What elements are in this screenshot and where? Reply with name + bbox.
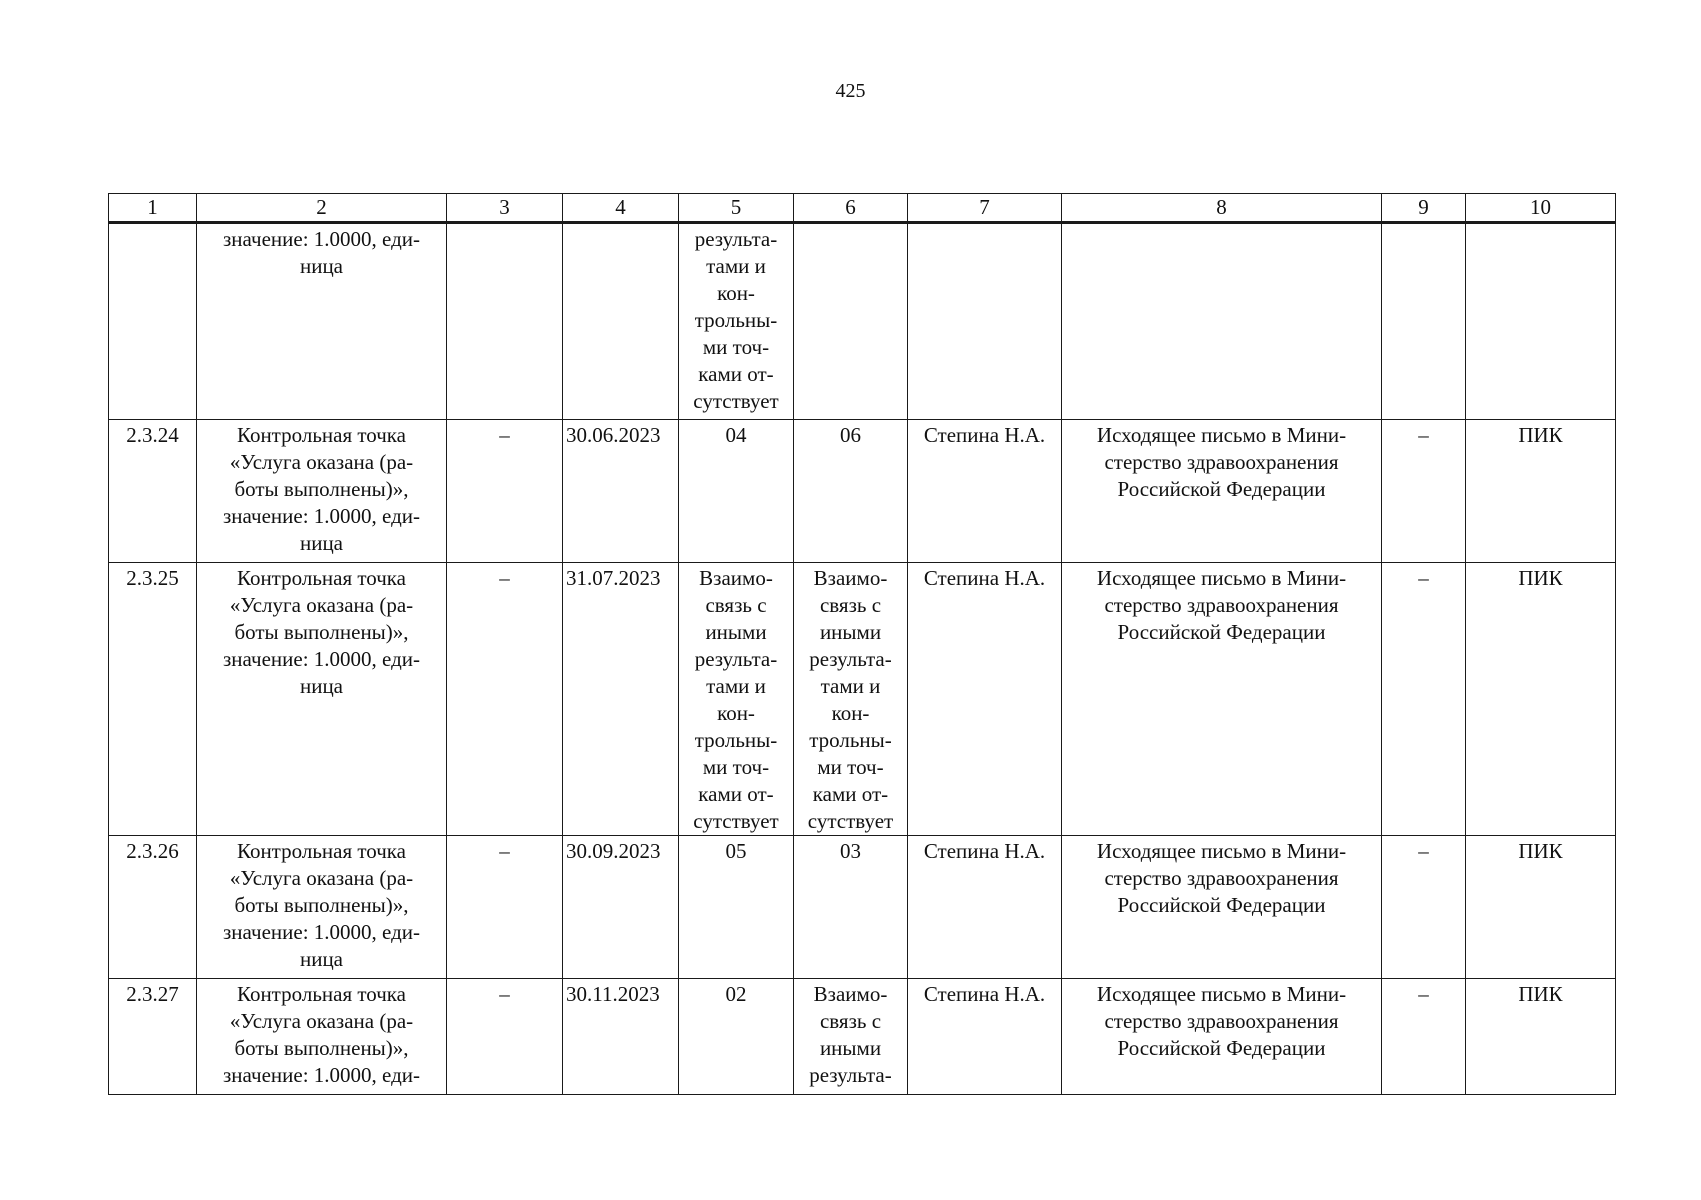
column-header: 8 <box>1062 194 1382 223</box>
system-cell <box>1466 223 1616 420</box>
system-cell <box>1466 420 1616 563</box>
col6-cell <box>794 223 908 420</box>
col5-cell <box>679 420 794 563</box>
col9-cell <box>1382 420 1466 563</box>
table-header-row <box>109 194 1616 223</box>
cell-text: Степина Н.А. <box>923 423 1046 447</box>
system-cell <box>1466 836 1616 979</box>
cell-text: 2.3.25 <box>126 566 179 590</box>
cell-text: 31.07.2023 <box>566 566 661 590</box>
cell-text: Взаимо- связь с иными результа- тами и кон- трольны- ми точ- ками от- сутствует <box>693 566 779 833</box>
column-header: 6 <box>794 194 908 223</box>
document-cell <box>1062 223 1382 420</box>
cell-text: Степина Н.А. <box>923 982 1046 1006</box>
cell-text: Контрольная точка «Услуга оказана (ра- боты выполнены)», значение: 1.0000, еди- ница <box>223 566 420 698</box>
cell-text: 06 <box>840 423 861 447</box>
col6-cell <box>794 563 908 836</box>
document-cell <box>1062 563 1382 836</box>
cell-text: 30.06.2023 <box>566 423 661 447</box>
cell-text: Степина Н.А. <box>923 566 1046 590</box>
column-header: 3 <box>447 194 563 223</box>
cell-text: – <box>499 566 510 590</box>
table-row <box>109 563 1616 836</box>
cell-text: Взаимо- связь с иными результа- <box>809 982 892 1087</box>
cell-text: Исходящее письмо в Мини- стерство здравоохранения Российской Федерации <box>1096 566 1347 644</box>
cell-text: – <box>1418 423 1429 447</box>
col3-cell <box>447 223 563 420</box>
responsible-cell <box>908 563 1062 836</box>
schedule-table <box>108 193 1616 1095</box>
cell-text: ПИК <box>1518 566 1563 590</box>
cell-text: результа- тами и кон- трольны- ми точ- ками от- сутствует <box>693 227 779 413</box>
system-cell <box>1466 563 1616 836</box>
column-header: 4 <box>563 194 679 223</box>
column-header: 1 <box>109 194 197 223</box>
col5-cell <box>679 223 794 420</box>
responsible-cell <box>908 979 1062 1095</box>
col5-cell <box>679 836 794 979</box>
cell-text: Контрольная точка «Услуга оказана (ра- боты выполнены)», значение: 1.0000, еди- <box>223 982 420 1087</box>
cell-text: ПИК <box>1518 982 1563 1006</box>
document-cell <box>1062 836 1382 979</box>
col6-cell <box>794 420 908 563</box>
responsible-cell <box>908 223 1062 420</box>
cell-text: – <box>1418 566 1429 590</box>
cell-text: – <box>1418 839 1429 863</box>
col9-cell <box>1382 563 1466 836</box>
row-number-cell <box>109 836 197 979</box>
col6-cell <box>794 836 908 979</box>
cell-text: Исходящее письмо в Мини- стерство здравоохранения Российской Федерации <box>1096 982 1347 1060</box>
page-number: 425 <box>835 80 866 102</box>
column-header: 9 <box>1382 194 1466 223</box>
cell-text: Взаимо- связь с иными результа- тами и кон- трольны- ми точ- ками от- сутствует <box>807 566 894 833</box>
date-cell <box>563 223 679 420</box>
cell-text: Степина Н.А. <box>923 839 1046 863</box>
date-cell <box>563 420 679 563</box>
cell-text: ПИК <box>1518 839 1563 863</box>
cell-text: 05 <box>725 839 747 863</box>
row-number-cell <box>109 563 197 836</box>
cell-text: Исходящее письмо в Мини- стерство здравоохранения Российской Федерации <box>1096 839 1347 917</box>
column-header: 5 <box>679 194 794 223</box>
col9-cell <box>1382 836 1466 979</box>
cell-text: 2.3.24 <box>126 423 179 447</box>
col9-cell <box>1382 979 1466 1095</box>
table-row <box>109 420 1616 563</box>
col3-cell <box>447 420 563 563</box>
responsible-cell <box>908 836 1062 979</box>
cell-text: 04 <box>725 423 747 447</box>
col5-cell <box>679 979 794 1095</box>
col3-cell <box>447 836 563 979</box>
cell-text: значение: 1.0000, еди- ница <box>223 227 420 278</box>
cell-text: 2.3.27 <box>126 982 179 1006</box>
column-header: 2 <box>197 194 447 223</box>
cell-text: ПИК <box>1518 423 1563 447</box>
col6-cell <box>794 979 908 1095</box>
table-row <box>109 836 1616 979</box>
description-cell <box>197 563 447 836</box>
col9-cell <box>1382 223 1466 420</box>
col3-cell <box>447 979 563 1095</box>
cell-text: 30.11.2023 <box>566 982 660 1006</box>
cell-text: Исходящее письмо в Мини- стерство здравоохранения Российской Федерации <box>1096 423 1347 501</box>
table-row <box>109 223 1616 420</box>
row-number-cell <box>109 420 197 563</box>
column-header: 10 <box>1466 194 1616 223</box>
row-number-cell <box>109 979 197 1095</box>
description-cell <box>197 223 447 420</box>
document-cell <box>1062 420 1382 563</box>
cell-text: 02 <box>725 982 747 1006</box>
cell-text: – <box>1418 982 1429 1006</box>
col5-cell <box>679 563 794 836</box>
document-cell <box>1062 979 1382 1095</box>
cell-text: – <box>499 839 510 863</box>
table-row <box>109 979 1616 1095</box>
column-header: 7 <box>908 194 1062 223</box>
description-cell <box>197 420 447 563</box>
cell-text: – <box>499 423 510 447</box>
cell-text: 03 <box>840 839 861 863</box>
cell-text: 2.3.26 <box>126 839 179 863</box>
date-cell <box>563 979 679 1095</box>
date-cell <box>563 836 679 979</box>
row-number-cell <box>109 223 197 420</box>
date-cell <box>563 563 679 836</box>
cell-text: – <box>499 982 510 1006</box>
description-cell <box>197 836 447 979</box>
col3-cell <box>447 563 563 836</box>
description-cell <box>197 979 447 1095</box>
responsible-cell <box>908 420 1062 563</box>
system-cell <box>1466 979 1616 1095</box>
cell-text: 30.09.2023 <box>566 839 661 863</box>
cell-text: Контрольная точка «Услуга оказана (ра- боты выполнены)», значение: 1.0000, еди- ница <box>223 423 420 555</box>
cell-text: Контрольная точка «Услуга оказана (ра- боты выполнены)», значение: 1.0000, еди- ница <box>223 839 420 971</box>
